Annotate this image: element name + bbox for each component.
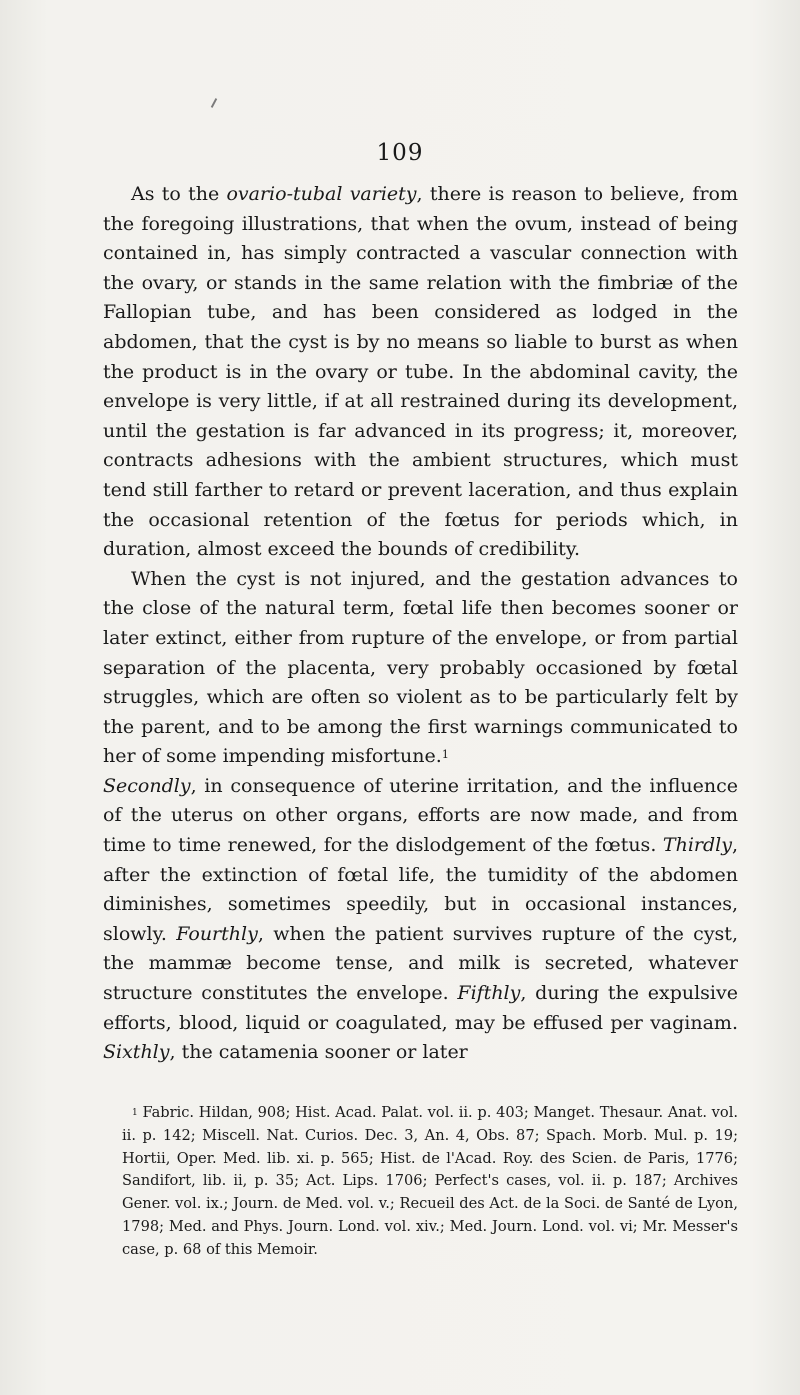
italic-term: Fifthly: [457, 982, 521, 1005]
italic-term: Fourthly: [176, 922, 258, 945]
italic-term: Thirdly: [662, 834, 732, 857]
paragraph-1: [103, 180, 738, 565]
text-run: , there is reason to believe, from the foregoing illustrations, that when the ovum, instead of being contained in, has simply contracted a vascular connection with the ovary, or stands in the same relation with the fimbriæ of the Fallopian tube, and has been considered as lodged in the abdomen, that the cyst is by no means so liable to burst as when the product is in the ovary or tube. In the abdominal cavity, the envelope is very little, if at all restrained during its development, until the gestation is far advanced in its progress; it, moreover, contracts adhesions with the ambient structures, which must tend still farther to retard or prevent laceration, and thus explain the occasional retention of the fœtus for periods which, in duration, almost exceed the bounds of credibility.: [103, 183, 738, 561]
body-text: [103, 180, 738, 1068]
paragraph-2: [103, 565, 738, 1068]
footnotes: [122, 1102, 738, 1262]
text-run: , in consequence of uterine irritation, and the influence of the uterus on other organs, efforts are now made, and from time to time renewed, for the dislodgement of the fœtus.: [103, 774, 738, 857]
text-run: , during the expulsive efforts, blood, liquid or coagulated, may be effused per vaginam.: [103, 982, 738, 1034]
footnote-1: [122, 1102, 738, 1262]
italic-term: Sixthly: [103, 1041, 170, 1064]
footnote-marker: 1: [132, 1108, 138, 1118]
footnote-reference: 1: [441, 748, 449, 762]
text-run: When the cyst is not injured, and the gestation advances to the close of the natural term, fœtal life then becomes sooner or later extinct, either from rupture of the envelope, or from partial separation of the placenta, very probably occasioned by fœtal struggles, which are often so violent as to be particularly felt by the parent, and to be among the first warnings communicated to her of some impending misfortune.: [103, 567, 738, 768]
page-number: 109: [376, 140, 424, 166]
italic-term: ovario-tubal variety: [226, 183, 417, 205]
footnote-text: Fabric. Hildan, 908; Hist. Acad. Palat. vol. ii. p. 403; Manget. Thesaur. Anat. vol. ii. p. 142; Miscell. Nat. Curios. Dec. 3, An. 4, Obs. 87; Spach. Morb. Mul. p. 19; Hortii, Oper. Med. lib. xi. p. 565; Hist. de l'Acad. Roy. des Scien. de Paris, 1776; Sandifort, lib. ii, p. 35; Act. Lips. 1706; Perfect's cases, vol. ii. p. 187; Archives Gener. vol. ix.; Journ. de Med. vol. v.; Recueil des Act. de la Soci. de Santé de Lyon, 1798; Med. and Phys. Journ. Lond. vol. xiv.; Med. Journ. Lond. vol. vi; Mr. Messer's case, p. 68 of this Memoir.: [122, 1104, 738, 1258]
text-run: , when the patient survives rupture of the cyst, the mammæ become tense, and milk is secreted, whatever structure constitutes the envelope.: [103, 922, 738, 1005]
italic-term: Secondly: [103, 774, 191, 797]
pencil-mark: [211, 98, 217, 108]
text-run: , the catamenia sooner or later: [169, 1041, 468, 1064]
text-run: , after the extinction of fœtal life, the tumidity of the abdomen diminishes, sometimes speedily, but in occasional instances, slowly.: [103, 834, 738, 945]
text-run: As to the: [131, 183, 227, 205]
